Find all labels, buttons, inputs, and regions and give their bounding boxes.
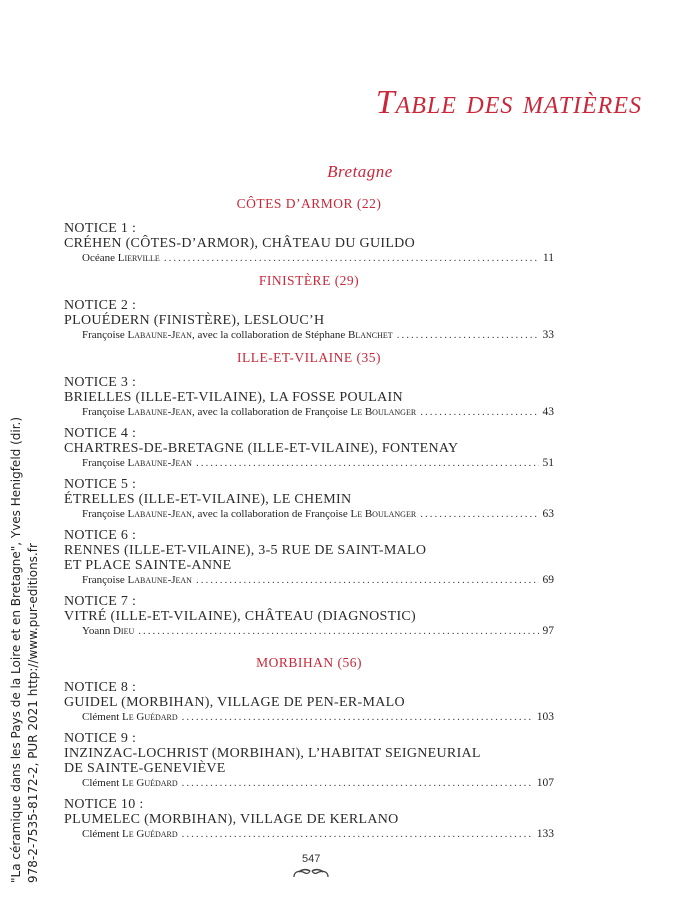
page-ref: 63 xyxy=(542,508,554,520)
notice-number: NOTICE 3 : xyxy=(64,375,137,390)
department-heading: MORBIHAN (56) xyxy=(256,655,362,670)
author: Clément Le Guédard xyxy=(82,777,178,789)
notice-number: NOTICE 6 : xyxy=(64,528,137,543)
author-line xyxy=(64,624,554,638)
notice-entry[interactable] xyxy=(64,680,554,724)
notice-entry[interactable] xyxy=(64,426,554,470)
author-line xyxy=(64,328,554,342)
region-title: Bretagne xyxy=(327,162,393,181)
page-ref: 103 xyxy=(536,711,554,723)
author: Clément Le Guédard xyxy=(82,711,178,723)
dot-leader xyxy=(420,405,538,419)
notice-title: GUIDEL (MORBIHAN), VILLAGE DE PEN-ER-MALO xyxy=(64,695,405,710)
dot-leader xyxy=(182,776,533,790)
citation-line-1: "La céramique dans les Pays de la Loire et en Bretagne", Yves Henigfeld (dir.) xyxy=(9,416,23,883)
notice-title: PLOUÉDERN (FINISTÈRE), LESLOUC’H xyxy=(64,313,325,328)
author: Françoise Labaune-Jean, avec la collaboration de Stéphane Blanchet xyxy=(82,329,393,341)
notice-title: VITRÉ (ILLE-ET-VILAINE), CHÂTEAU (DIAGNOSTIC) xyxy=(64,609,417,624)
notice-entry[interactable] xyxy=(64,375,554,419)
notice-title: DE SAINTE-GENEVIÈVE xyxy=(64,761,226,776)
author-line xyxy=(64,776,554,790)
table-of-contents xyxy=(64,195,554,848)
page-ref: 43 xyxy=(542,406,554,418)
notice-entry[interactable] xyxy=(64,594,554,638)
page-ref: 97 xyxy=(542,625,554,637)
dot-leader xyxy=(397,328,539,342)
author-line xyxy=(64,573,554,587)
notice-number: NOTICE 8 : xyxy=(64,680,137,695)
notice-title: CRÉHEN (CÔTES-D’ARMOR), CHÂTEAU DU GUILDO xyxy=(64,236,415,251)
notice-entry[interactable] xyxy=(64,221,554,265)
notice-entry[interactable] xyxy=(64,477,554,521)
author-line xyxy=(64,405,554,419)
author: Françoise Labaune-Jean xyxy=(82,457,192,469)
dot-leader xyxy=(138,624,538,638)
author-line xyxy=(64,456,554,470)
notice-number: NOTICE 9 : xyxy=(64,731,137,746)
dot-leader xyxy=(182,710,533,724)
author: Océane Lierville xyxy=(82,252,160,264)
notice-title: CHARTRES-DE-BRETAGNE (ILLE-ET-VILAINE), FONTENAY xyxy=(64,441,459,456)
page-ref: 51 xyxy=(542,457,554,469)
notice-number: NOTICE 1 : xyxy=(64,221,137,236)
notice-title: BRIELLES (ILLE-ET-VILAINE), LA FOSSE POULAIN xyxy=(64,390,403,405)
department-heading: FINISTÈRE (29) xyxy=(258,273,360,288)
page-ref: 69 xyxy=(542,574,554,586)
notice-title: ET PLACE SAINTE-ANNE xyxy=(64,558,232,573)
notice-title: RENNES (ILLE-ET-VILAINE), 3-5 RUE DE SAINT-MALO xyxy=(64,543,427,558)
citation-sidebar xyxy=(8,417,42,883)
author-line xyxy=(64,507,554,521)
author: Françoise Labaune-Jean, avec la collaboration de Françoise Le Boulanger xyxy=(82,406,417,418)
department-heading: ILLE-ET-VILAINE (35) xyxy=(236,350,382,365)
author: Yoann Dieu xyxy=(82,625,135,637)
notice-entry[interactable] xyxy=(64,528,554,587)
dot-leader xyxy=(420,507,538,521)
page-ref: 11 xyxy=(542,252,554,264)
notice-title: INZINZAC-LOCHRIST (MORBIHAN), L’HABITAT SEIGNEURIAL xyxy=(64,746,481,761)
notice-entry[interactable] xyxy=(64,298,554,342)
region-heading xyxy=(0,162,700,182)
notice-entry[interactable] xyxy=(64,797,554,841)
notice-title: ÉTRELLES (ILLE-ET-VILAINE), LE CHEMIN xyxy=(64,492,352,507)
page-title: Table des matières xyxy=(375,84,642,121)
page-ref: 107 xyxy=(536,777,554,789)
ornament-icon xyxy=(291,866,331,885)
page-number: 547 xyxy=(302,853,321,865)
notice-title: PLUMELEC (MORBIHAN), VILLAGE DE KERLANO xyxy=(64,812,399,827)
author-line xyxy=(64,827,554,841)
author: Françoise Labaune-Jean, avec la collaboration de Françoise Le Boulanger xyxy=(82,508,417,520)
page-ref: 133 xyxy=(536,828,554,840)
notice-number: NOTICE 5 : xyxy=(64,477,137,492)
notice-number: NOTICE 4 : xyxy=(64,426,137,441)
dot-leader xyxy=(182,827,533,841)
author: Françoise Labaune-Jean xyxy=(82,574,192,586)
notice-entry[interactable] xyxy=(64,731,554,790)
notice-number: NOTICE 10 : xyxy=(64,797,144,812)
dot-leader xyxy=(196,456,539,470)
citation-line-2: 978-2-7535-8172-2, PUR 2021 http://www.pur-editions.fr xyxy=(26,543,40,883)
author: Clément Le Guédard xyxy=(82,828,178,840)
dot-leader xyxy=(164,251,539,265)
page-ref: 33 xyxy=(542,329,554,341)
notice-number: NOTICE 2 : xyxy=(64,298,137,313)
author-line xyxy=(64,710,554,724)
notice-number: NOTICE 7 : xyxy=(64,594,137,609)
dot-leader xyxy=(196,573,539,587)
author-line xyxy=(64,251,554,265)
department-heading: CÔTES D’ARMOR (22) xyxy=(236,196,382,211)
